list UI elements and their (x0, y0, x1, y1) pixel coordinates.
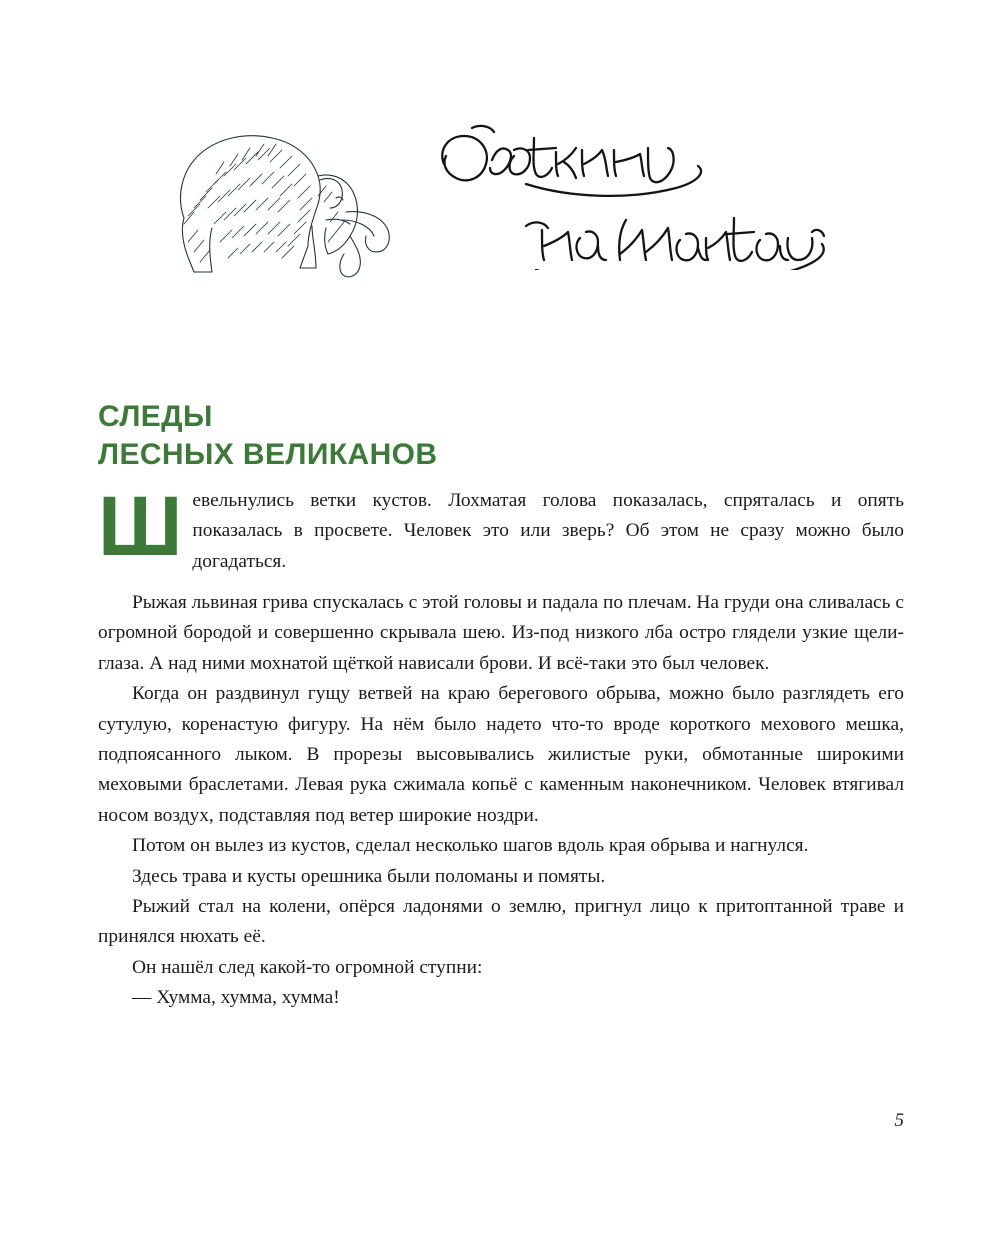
paragraph: Здесь трава и кусты орешника были поломаны и помяты. (132, 865, 606, 887)
page-number: 5 (894, 1110, 904, 1131)
page-title (98, 398, 798, 474)
paragraph: евельнулись ветки кустов. Лохматая голова показалась, спряталась и опять показалась в просвете. Человек это или зверь? Об этом не сразу можно было догадаться. (192, 490, 904, 572)
first-paragraph-block (98, 479, 904, 586)
chapter-body (98, 479, 904, 1014)
paragraph: Потом он вылез из кустов, сделал несколько шагов вдоль края обрыва и нагнулся. (132, 835, 809, 857)
chapter-header (100, 90, 880, 300)
mammoth-drawing (150, 100, 400, 290)
chapter-title-line-1: СЛЕДЫ (98, 400, 213, 434)
paragraph: Когда он раздвинул гущу ветвей на краю берегового обрыва, можно было разглядеть его сутулую, коренастую фигуру. На нём было надето что-то вроде короткого мехового мешка, подпоясанного лыком. В прорезы высовывались жилистые руки, обмотанные широкими меховыми браслетами. Левая рука сжимала копьё с каменным наконечником. Человек втягивал носом воздух, подставляя под ветер широкие ноздри. (98, 683, 904, 826)
book-script-title (430, 120, 870, 270)
paragraph: Рыжая львиная грива спускалась с этой головы и падала по плечам. На груди она сливалась с огромной бородой и совершенно скрывала шею. Из-под низкого лба остро глядели узкие щели-глаза. А над ними мохнатой щёткой нависали брови. И всё-таки это был человек. (98, 592, 904, 674)
paragraph: — Хумма, хумма, хумма! (132, 987, 340, 1009)
drop-cap: Ш (98, 479, 183, 573)
paragraph: Он нашёл след какой-то огромной ступни: (132, 956, 483, 978)
paragraph: Рыжий стал на колени, опёрся ладонями о землю, пригнул лицо к притоптанной траве и принялся нюхать её. (98, 896, 904, 948)
chapter-title-line-2: ЛЕСНЫХ ВЕЛИКАНОВ (98, 438, 438, 472)
